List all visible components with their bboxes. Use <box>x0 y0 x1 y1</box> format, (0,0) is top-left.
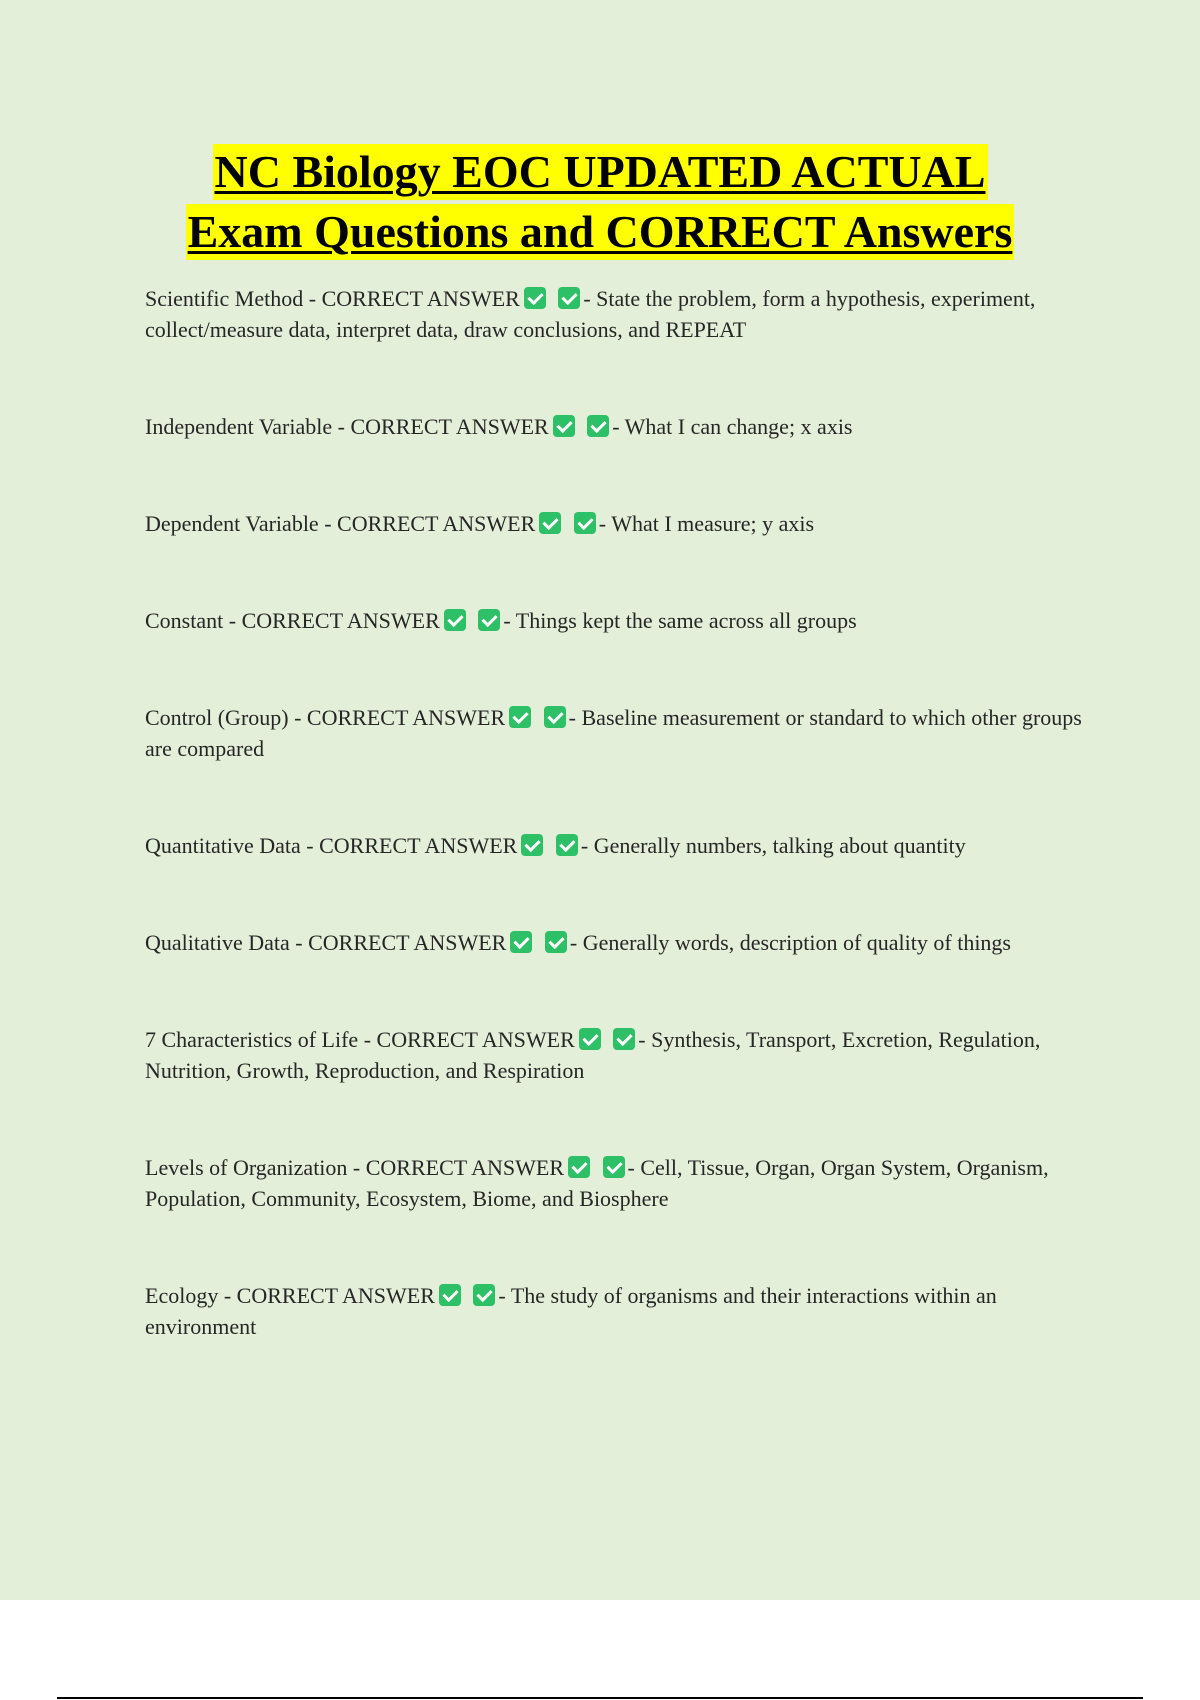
qa-item: Qualitative Data - CORRECT ANSWER - Generally words, description of quality of things <box>145 930 1011 955</box>
qa-item: Ecology - CORRECT ANSWER - The study of organisms and their interactions within an environment <box>145 1283 997 1339</box>
qa-marker: CORRECT ANSWER <box>319 833 518 858</box>
qa-answer: Cell, Tissue, Organ, Organ System, Organism, Population, Community, Ecosystem, Biome, and Biosphere <box>145 1155 1049 1211</box>
qa-answer: Synthesis, Transport, Excretion, Regulation, Nutrition, Growth, Reproduction, and Respiration <box>145 1027 1041 1083</box>
qa-marker: CORRECT ANSWER <box>337 511 536 536</box>
qa-term: Ecology <box>145 1283 219 1308</box>
qa-item: Levels of Organization - CORRECT ANSWER - Cell, Tissue, Organ, Organ System, Organism, Population, Community, Ecosystem, Biome, and Biosphere <box>145 1155 1049 1211</box>
qa-term: Qualitative Data <box>145 930 290 955</box>
qa-term: Levels of Organization <box>145 1155 348 1180</box>
check-mark-icon <box>524 287 546 309</box>
qa-item: 7 Characteristics of Life - CORRECT ANSWER - Synthesis, Transport, Excretion, Regulation, Nutrition, Growth, Reproduction, and Respiration <box>145 1027 1041 1083</box>
qa-item: Independent Variable - CORRECT ANSWER - What I can change; x axis <box>145 414 853 439</box>
qa-marker: CORRECT ANSWER <box>321 286 520 311</box>
check-mark-icon <box>556 834 578 856</box>
check-mark-icon <box>509 706 531 728</box>
qa-answer: Baseline measurement or standard to which other groups are compared <box>145 705 1082 761</box>
page-divider <box>57 1697 1143 1699</box>
qa-term: Constant <box>145 608 224 633</box>
check-mark-icon <box>553 415 575 437</box>
qa-marker: CORRECT ANSWER <box>306 705 506 730</box>
qa-term: Control (Group) <box>145 705 289 730</box>
qa-item: Dependent Variable - CORRECT ANSWER - What I measure; y axis <box>145 511 815 536</box>
qa-marker: CORRECT ANSWER <box>376 1027 575 1052</box>
check-mark-icon <box>539 512 561 534</box>
qa-list <box>145 283 1085 1408</box>
qa-marker: CORRECT ANSWER <box>365 1155 564 1180</box>
qa-answer: State the problem, form a hypothesis, experiment, collect/measure data, interpret data, draw conclusions, and REPEAT <box>145 286 1036 342</box>
qa-answer: The study of organisms and their interactions within an environment <box>145 1283 997 1339</box>
check-mark-icon <box>544 706 566 728</box>
qa-item: Quantitative Data - CORRECT ANSWER - Generally numbers, talking about quantity <box>145 833 966 858</box>
check-mark-icon <box>568 1156 590 1178</box>
check-mark-icon <box>478 609 500 631</box>
qa-answer: What I can change; x axis <box>624 414 853 439</box>
qa-marker: CORRECT ANSWER <box>308 930 507 955</box>
qa-answer: Things kept the same across all groups <box>515 608 857 633</box>
qa-item: Control (Group) - CORRECT ANSWER - Baseline measurement or standard to which other groups are compared <box>145 705 1082 761</box>
check-mark-icon <box>603 1156 625 1178</box>
qa-marker: CORRECT ANSWER <box>241 608 440 633</box>
check-mark-icon <box>473 1284 495 1306</box>
qa-marker: CORRECT ANSWER <box>236 1283 435 1308</box>
qa-term: Scientific Method <box>145 286 304 311</box>
qa-item: Scientific Method - CORRECT ANSWER - State the problem, form a hypothesis, experiment, collect/measure data, interpret data, draw conclusions, and REPEAT <box>145 286 1036 342</box>
title-line-1: NC Biology EOC UPDATED ACTUAL <box>213 144 988 200</box>
qa-term: Quantitative Data <box>145 833 301 858</box>
qa-term: Independent Variable <box>145 414 333 439</box>
check-mark-icon <box>587 415 609 437</box>
page-title <box>0 142 1200 262</box>
qa-term: 7 Characteristics of Life <box>145 1027 359 1052</box>
check-mark-icon <box>545 931 567 953</box>
check-mark-icon <box>439 1284 461 1306</box>
check-mark-icon <box>579 1028 601 1050</box>
check-mark-icon <box>558 287 580 309</box>
qa-answer: Generally numbers, talking about quantity <box>593 833 966 858</box>
check-mark-icon <box>613 1028 635 1050</box>
check-mark-icon <box>444 609 466 631</box>
qa-answer: What I measure; y axis <box>611 511 815 536</box>
title-line-2: Exam Questions and CORRECT Answers <box>186 204 1015 260</box>
check-mark-icon <box>574 512 596 534</box>
check-mark-icon <box>521 834 543 856</box>
qa-term: Dependent Variable <box>145 511 319 536</box>
qa-marker: CORRECT ANSWER <box>350 414 549 439</box>
check-mark-icon <box>510 931 532 953</box>
qa-answer: Generally words, description of quality of things <box>582 930 1011 955</box>
qa-item: Constant - CORRECT ANSWER - Things kept the same across all groups <box>145 608 857 633</box>
